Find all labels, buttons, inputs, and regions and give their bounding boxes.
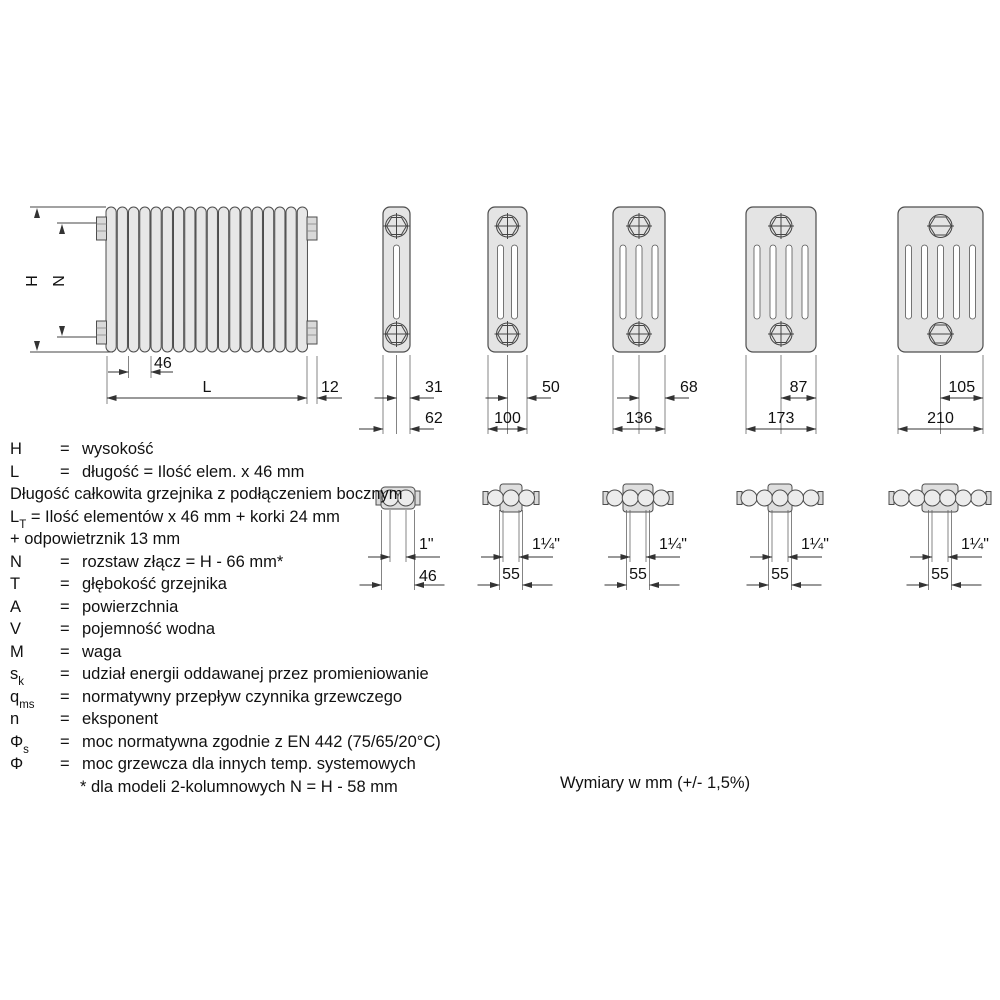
connection-pitch: 46: [419, 568, 437, 585]
node-spacing-label: N: [51, 275, 68, 287]
legend-description: rozstaw złącz = H - 66 mm*: [82, 552, 284, 571]
legend-row: [10, 618, 490, 641]
legend-symbol: N: [10, 552, 22, 571]
legend-symbol: n: [10, 710, 20, 728]
thread-size: 1¼": [801, 536, 829, 553]
legend-row: [10, 483, 490, 506]
section-depth: 100: [494, 410, 521, 427]
legend-symbol: L: [10, 462, 20, 481]
legend-equals: =: [60, 755, 70, 773]
section-half-depth: 87: [789, 379, 808, 396]
bottom-view-5-column: [737, 484, 829, 590]
legend-description: udział energii oddawanej przez promieniowanie: [82, 665, 429, 683]
section-view-4-column: [613, 207, 698, 434]
legend-description: powierzchnia: [82, 597, 179, 616]
legend-row: [10, 686, 490, 709]
legend-row: [10, 551, 490, 574]
legend-equals: =: [60, 575, 70, 593]
connection-pitch: 55: [771, 566, 789, 583]
legend-description: * dla modeli 2-kolumnowych N = H - 58 mm: [80, 777, 398, 796]
section-depth: 62: [425, 410, 443, 427]
legend-description: waga: [82, 642, 122, 661]
legend-row: [10, 573, 490, 596]
legend-symbol: $s_k$: [10, 665, 24, 689]
legend-row: [10, 663, 490, 689]
section-half-depth: 105: [948, 379, 976, 396]
section-depth: 210: [927, 410, 954, 427]
thread-size: 1¼": [961, 536, 989, 553]
legend-equals: =: [60, 710, 70, 728]
connection-pitch: 55: [502, 566, 520, 583]
section-view-2-column: [359, 207, 443, 434]
legend-row: [10, 528, 490, 551]
legend-footnote-row: [10, 776, 490, 799]
legend-equals: =: [60, 732, 70, 751]
element-pitch-value: 46: [154, 355, 172, 372]
section-view-3-column: [486, 207, 560, 434]
legend-description: długość = Ilość elem. x 46 mm: [82, 462, 305, 481]
legend-description: normatywny przepływ czynnika grzewczego: [82, 687, 403, 706]
thread-size: 1¼": [659, 536, 687, 553]
legend-symbol: M: [10, 642, 24, 661]
legend-description: eksponent: [82, 710, 159, 728]
legend-equals: =: [60, 552, 70, 571]
legend-symbol: Φ: [10, 755, 24, 773]
connection-pitch: 55: [931, 566, 949, 583]
section-view-5-column: [746, 207, 816, 434]
legend-description: = Ilość elementów x 46 mm + korki 24 mm: [30, 507, 340, 526]
legend-description: moc normatywna zgodnie z EN 442 (75/65/20°C): [82, 732, 441, 751]
legend-equals: =: [60, 440, 70, 458]
section-depth: 173: [767, 410, 795, 427]
radiator-front-view: [20, 190, 350, 445]
legend-equals: =: [60, 665, 70, 683]
legend-description: Długość całkowita grzejnika z podłączeniem bocznym: [10, 485, 403, 503]
legend-description: pojemność wodna: [82, 620, 215, 638]
legend-row: [10, 731, 490, 754]
end-offset-value: 12: [321, 379, 339, 396]
legend-description: wysokość: [82, 440, 154, 458]
section-half-depth: 50: [542, 379, 560, 396]
dimensions-tolerance-note: Wymiary w mm (+/- 1,5%): [560, 774, 751, 792]
legend-symbol: T: [10, 575, 21, 593]
legend-equals: =: [60, 687, 70, 706]
legend-symbol: $L_T$: [10, 507, 27, 531]
legend-equals: =: [60, 620, 70, 638]
legend-row: [10, 461, 490, 484]
legend-equals: =: [60, 642, 70, 661]
legend-symbol: H: [10, 440, 22, 458]
legend-symbol: V: [10, 620, 22, 638]
legend-row: [10, 506, 490, 529]
legend-row: [10, 753, 490, 776]
radiator-section-views: [350, 190, 1000, 445]
legend-row: [10, 596, 490, 619]
legend-symbol: A: [10, 597, 22, 616]
legend-equals: =: [60, 462, 70, 481]
legend-row: [10, 438, 490, 461]
legend-symbol: $q_{ms}$: [10, 687, 35, 711]
section-half-depth: 31: [425, 379, 443, 396]
front-extension-lines: [107, 356, 317, 404]
thread-size: 1¼": [532, 536, 560, 553]
legend-description: głębokość grzejnika: [82, 575, 227, 593]
legend-symbol: $\Phi_s$: [10, 732, 29, 756]
radiator-body: [97, 207, 318, 352]
legend-row: [10, 708, 490, 731]
section-view-6-column: [898, 207, 983, 434]
connection-pitch: 55: [629, 566, 647, 583]
bottom-view-4-column: [603, 484, 687, 590]
legend-equals: =: [60, 597, 70, 616]
section-half-depth: 68: [680, 379, 698, 396]
height-label: H: [24, 275, 41, 287]
legend-description: + odpowietrznik 13 mm: [10, 530, 181, 548]
symbol-legend: [10, 438, 490, 798]
length-label: L: [202, 379, 212, 396]
bottom-view-6-column: [889, 484, 991, 590]
legend-row: [10, 641, 490, 664]
section-depth: 136: [625, 410, 653, 427]
thread-size: 1": [419, 536, 434, 553]
legend-description: moc grzewcza dla innych temp. systemowych: [82, 755, 416, 773]
